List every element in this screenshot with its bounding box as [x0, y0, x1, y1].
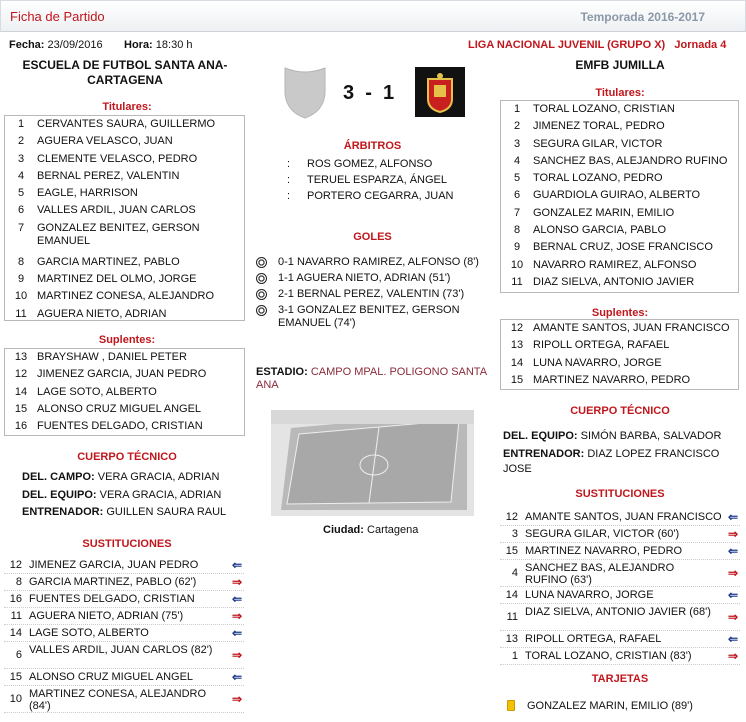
player-row[interactable] — [5, 366, 244, 383]
player-number: 3 — [17, 152, 25, 165]
card-player[interactable]: GONZALEZ MARIN, EMILIO (89') — [527, 700, 693, 712]
home-subs-list — [4, 348, 245, 436]
player-number: 14 — [14, 385, 28, 398]
referee-role: : — [287, 174, 291, 186]
soccer-ball-icon — [256, 257, 267, 268]
substitution-row[interactable] — [4, 686, 244, 713]
goal-scorer[interactable]: GONZALEZ BENITEZ, GERSON EMANUEL (74') — [278, 304, 460, 329]
away-subs-list — [500, 319, 739, 390]
referee-role: : — [287, 158, 291, 170]
match-date: Fecha: 23/09/2016 — [9, 39, 103, 51]
player-number: 6 — [513, 189, 521, 202]
player-row[interactable] — [5, 254, 244, 271]
staff-row — [22, 470, 247, 488]
player-name[interactable]: GUARDIOLA GUIRAO, ALBERTO — [533, 189, 701, 202]
arrow-right-icon: ⇒ — [727, 566, 738, 580]
away-changes-title: SUSTITUCIONES — [575, 488, 665, 500]
player-number: 11 — [511, 275, 523, 288]
sub-name[interactable]: FUENTES DELGADO, CRISTIAN — [29, 593, 195, 605]
referee-row — [287, 158, 477, 174]
player-row[interactable] — [5, 288, 244, 305]
sub-number: 3 — [511, 528, 518, 540]
player-row[interactable] — [5, 306, 244, 323]
away-team-name[interactable]: EMFB JUMILLA — [575, 58, 665, 72]
player-number: 6 — [17, 204, 25, 217]
arrow-left-icon: ⇐ — [727, 510, 738, 524]
player-number: 1 — [17, 118, 25, 130]
player-name[interactable]: TORAL LOZANO, PEDRO — [533, 172, 663, 185]
player-number: 2 — [17, 135, 25, 148]
cards-list — [505, 700, 740, 712]
substitution-row[interactable] — [500, 604, 740, 631]
player-row[interactable] — [5, 401, 244, 418]
player-name[interactable]: JIMENEZ GARCIA, JUAN PEDRO — [37, 368, 207, 381]
staff-row — [503, 447, 733, 477]
home-team-name[interactable]: ESCUELA DE FUTBOL SANTA ANA-CARTAGENA — [22, 58, 228, 87]
player-row[interactable] — [501, 372, 738, 389]
sub-number: 13 — [505, 633, 518, 645]
staff-role: DEL. EQUIPO: — [22, 488, 97, 501]
sub-number: 14 — [9, 627, 22, 639]
goal-row — [256, 272, 486, 288]
arrow-left-icon: ⇐ — [231, 592, 242, 606]
player-number: 4 — [513, 154, 521, 167]
player-number: 14 — [510, 356, 524, 369]
staff-role: ENTRENADOR: — [22, 506, 104, 518]
player-name[interactable]: GONZALEZ BENITEZ, GERSON EMANUEL — [37, 221, 200, 247]
player-name[interactable]: SANCHEZ BAS, ALEJANDRO RUFINO — [533, 154, 728, 167]
staff-row — [22, 505, 247, 523]
season-label: Temporada 2016-2017 — [580, 10, 705, 24]
player-name[interactable]: FUENTES DELGADO, CRISTIAN — [37, 420, 203, 433]
soccer-ball-icon — [256, 305, 267, 316]
referees-list — [287, 158, 477, 206]
goal-score: 3-1 — [278, 304, 297, 316]
away-substitutions — [500, 509, 740, 663]
player-number: 8 — [17, 255, 25, 268]
cards-title: TARJETAS — [591, 673, 649, 685]
stadium: ESTADIO: CAMPO MPAL. POLIGONO SANTA ANA — [256, 366, 487, 391]
substitution-row[interactable] — [500, 631, 740, 648]
arrow-left-icon: ⇐ — [727, 632, 738, 646]
sub-number: 15 — [9, 671, 22, 683]
substitution-row[interactable] — [4, 608, 244, 625]
player-row[interactable] — [501, 153, 738, 170]
arrow-right-icon: ⇒ — [231, 575, 242, 589]
player-number: 12 — [510, 322, 524, 334]
goal-scorer[interactable]: AGUERA NIETO, ADRIAN (51') — [296, 272, 451, 284]
player-number: 7 — [17, 221, 25, 234]
player-name[interactable]: RIPOLL ORTEGA, RAFAEL — [533, 339, 670, 352]
referee-row — [287, 190, 477, 206]
sub-number: 11 — [506, 611, 518, 623]
sub-name[interactable]: MARTINEZ NAVARRO, PEDRO — [525, 545, 683, 557]
substitution-row[interactable] — [500, 543, 740, 560]
player-row[interactable] — [5, 116, 244, 133]
home-substitutions — [4, 557, 244, 712]
away-staff-title: CUERPO TÉCNICO — [570, 405, 670, 417]
home-changes-title: SUSTITUCIONES — [82, 538, 172, 550]
staff-row — [22, 488, 247, 506]
player-name[interactable]: CERVANTES SAURA, GUILLERMO — [37, 118, 216, 130]
player-name[interactable]: CLEMENTE VELASCO, PEDRO — [37, 152, 198, 165]
sub-number: 12 — [9, 559, 22, 571]
referee-name: ROS GOMEZ, ALFONSO — [307, 158, 433, 170]
player-row[interactable] — [501, 187, 738, 204]
arrow-left-icon: ⇐ — [727, 588, 738, 602]
staff-role: DEL. EQUIPO: — [503, 430, 578, 442]
sub-name[interactable]: GARCIA MARTINEZ, PABLO (62') — [29, 576, 197, 588]
player-row[interactable] — [501, 170, 738, 187]
goal-row — [256, 288, 486, 304]
sub-name[interactable]: SEGURA GILAR, VICTOR (60') — [525, 528, 680, 540]
page-title: Ficha de Partido — [10, 9, 105, 24]
player-number: 12 — [14, 368, 28, 381]
player-row[interactable] — [5, 185, 244, 202]
player-name[interactable]: LUNA NAVARRO, JORGE — [533, 356, 662, 369]
sub-name[interactable]: AMANTE SANTOS, JUAN FRANCISCO — [525, 511, 722, 523]
substitution-row[interactable] — [4, 642, 244, 669]
player-row[interactable] — [501, 136, 738, 153]
player-row[interactable] — [501, 222, 738, 239]
player-name[interactable]: GONZALEZ MARIN, EMILIO — [533, 206, 675, 219]
arrow-right-icon: ⇒ — [231, 609, 242, 623]
player-name[interactable]: TORAL LOZANO, CRISTIAN — [533, 103, 675, 115]
home-starters-title: Titulares: — [102, 101, 152, 113]
sub-name[interactable]: AGUERA NIETO, ADRIAN (75') — [29, 610, 184, 622]
substitution-row[interactable] — [500, 509, 740, 526]
player-row[interactable] — [501, 118, 738, 135]
player-row[interactable] — [5, 133, 244, 150]
arrow-left-icon: ⇐ — [231, 558, 242, 572]
sub-number: 6 — [15, 649, 22, 661]
match-time: Hora: 18:30 h — [124, 39, 193, 51]
goal-row — [256, 304, 486, 330]
score: 3 - 1 — [343, 82, 395, 104]
player-number: 16 — [14, 420, 28, 433]
player-row[interactable] — [5, 418, 244, 435]
player-name[interactable]: AGUERA NIETO, ADRIAN — [37, 307, 167, 320]
substitution-row[interactable] — [4, 625, 244, 642]
page-header — [0, 0, 746, 32]
player-name[interactable]: BRAYSHAW , DANIEL PETER — [37, 351, 187, 363]
player-row[interactable] — [501, 257, 738, 274]
home-starters-list — [4, 115, 245, 321]
player-name[interactable]: AMANTE SANTOS, JUAN FRANCISCO — [533, 322, 730, 334]
staff-name: VERA GRACIA, ADRIAN — [94, 471, 220, 483]
referee-row — [287, 174, 477, 190]
league-link[interactable]: LIGA NACIONAL JUVENIL (GRUPO X) Jornada 4 — [468, 39, 727, 51]
goal-score: 1-1 — [278, 272, 297, 284]
player-number: 10 — [14, 290, 28, 303]
player-number: 11 — [15, 307, 27, 320]
player-number: 9 — [513, 241, 521, 254]
staff-role: ENTRENADOR: — [503, 447, 585, 460]
sub-number: 8 — [15, 576, 22, 588]
staff-name: SIMÓN BARBA, SALVADOR — [577, 430, 722, 442]
substitution-row[interactable] — [500, 526, 740, 543]
soccer-ball-icon — [256, 273, 267, 284]
sub-name[interactable]: ALONSO CRUZ MIGUEL ANGEL — [29, 671, 194, 683]
player-number: 15 — [510, 373, 524, 386]
arrow-right-icon: ⇒ — [231, 648, 242, 662]
player-name[interactable]: VALLES ARDIL, JUAN CARLOS — [37, 204, 196, 217]
sub-number: 16 — [9, 593, 22, 605]
goal-row — [256, 256, 486, 272]
substitution-row[interactable] — [500, 648, 740, 665]
referee-name: TERUEL ESPARZA, ÁNGEL — [307, 174, 447, 186]
staff-row — [503, 429, 733, 447]
arrow-left-icon: ⇐ — [231, 626, 242, 640]
away-starters-title: Titulares: — [595, 87, 645, 99]
substitution-row[interactable] — [4, 574, 244, 591]
player-row[interactable] — [501, 205, 738, 222]
player-name[interactable]: DIAZ SIELVA, ANTONIO JAVIER — [533, 275, 695, 288]
card-row — [505, 700, 740, 712]
player-row[interactable] — [501, 239, 738, 256]
player-row[interactable] — [501, 274, 738, 291]
player-number: 4 — [17, 169, 25, 182]
arrow-right-icon: ⇒ — [231, 692, 242, 706]
staff-name: GUILLEN SAURA RAUL — [103, 506, 227, 518]
staff-role: DEL. CAMPO: — [22, 471, 95, 483]
player-row[interactable] — [5, 220, 244, 254]
sub-name[interactable]: LUNA NAVARRO, JORGE — [525, 589, 654, 601]
sub-name[interactable]: TORAL LOZANO, CRISTIAN (83') — [525, 650, 692, 662]
arrow-left-icon: ⇐ — [727, 544, 738, 558]
arrow-left-icon: ⇐ — [231, 670, 242, 684]
stadium-name[interactable]: CAMPO MPAL. POLIGONO SANTA ANA — [256, 366, 487, 391]
sub-number: 11 — [10, 610, 22, 622]
player-row[interactable] — [5, 202, 244, 219]
sub-name[interactable]: VALLES ARDIL, JUAN CARLOS (82') — [29, 644, 213, 656]
player-number: 5 — [17, 187, 25, 200]
player-number: 7 — [513, 206, 521, 219]
goal-scorer[interactable]: NAVARRO RAMIREZ, ALFONSO (8') — [296, 256, 479, 268]
sub-name[interactable]: SANCHEZ BAS, ALEJANDRO RUFINO (63') — [525, 562, 675, 586]
arrow-right-icon: ⇒ — [727, 527, 738, 541]
stadium-photo — [271, 410, 474, 516]
player-number: 9 — [17, 273, 25, 286]
away-staff — [503, 429, 733, 477]
home-subs-title: Suplentes: — [98, 334, 156, 346]
sub-number: 10 — [9, 693, 22, 705]
player-row[interactable] — [501, 101, 738, 118]
substitution-row[interactable] — [500, 560, 740, 587]
arrow-right-icon: ⇒ — [727, 610, 738, 624]
player-name[interactable]: ALONSO CRUZ MIGUEL ANGEL — [37, 402, 202, 415]
home-crest-icon — [281, 64, 329, 120]
goals-list — [256, 256, 486, 330]
sub-number: 15 — [505, 545, 518, 557]
referee-role: : — [287, 190, 291, 202]
player-row[interactable] — [5, 151, 244, 168]
player-number: 13 — [510, 339, 524, 352]
player-number: 1 — [513, 103, 521, 115]
away-subs-title: Suplentes: — [591, 307, 649, 319]
player-name[interactable]: JIMENEZ TORAL, PEDRO — [533, 120, 665, 133]
player-name[interactable]: GARCIA MARTINEZ, PABLO — [37, 255, 180, 268]
player-row[interactable] — [501, 337, 738, 354]
sub-number: 12 — [505, 511, 518, 523]
away-crest-icon — [415, 67, 465, 117]
player-name[interactable]: BERNAL PEREZ, VALENTIN — [37, 169, 180, 182]
player-row[interactable] — [501, 355, 738, 372]
player-name[interactable]: BERNAL CRUZ, JOSE FRANCISCO — [533, 241, 713, 254]
sub-number: 1 — [511, 650, 518, 662]
arrow-right-icon: ⇒ — [727, 649, 738, 663]
player-number: 10 — [510, 258, 524, 271]
staff-name: DIAZ LOPEZ FRANCISCO JOSE — [503, 447, 720, 475]
player-number: 15 — [14, 402, 28, 415]
substitution-row[interactable] — [4, 591, 244, 608]
home-staff — [22, 470, 247, 523]
player-number: 5 — [513, 172, 521, 185]
player-name[interactable]: MARTINEZ NAVARRO, PEDRO — [533, 373, 691, 386]
sub-name[interactable]: LAGE SOTO, ALBERTO — [29, 627, 149, 639]
player-name[interactable]: MARTINEZ CONESA, ALEJANDRO — [37, 290, 215, 303]
goal-score: 0-1 — [278, 256, 297, 268]
player-row[interactable] — [501, 320, 738, 337]
substitution-row[interactable] — [4, 557, 244, 574]
substitution-row[interactable] — [4, 669, 244, 686]
referee-name: PORTERO CEGARRA, JUAN — [307, 190, 454, 202]
goal-score: 2-1 — [278, 288, 297, 300]
player-name[interactable]: AGUERA VELASCO, JUAN — [37, 135, 173, 148]
sub-name[interactable]: MARTINEZ CONESA, ALEJANDRO (84') — [29, 688, 207, 712]
player-name[interactable]: ALONSO GARCIA, PABLO — [533, 224, 667, 237]
home-staff-title: CUERPO TÉCNICO — [77, 451, 177, 463]
goals-title: GOLES — [353, 231, 392, 243]
player-number: 8 — [513, 224, 521, 237]
player-name[interactable]: NAVARRO RAMIREZ, ALFONSO — [533, 258, 697, 271]
soccer-ball-icon — [256, 289, 267, 300]
yellow-card-icon — [507, 700, 515, 711]
sub-number: 4 — [511, 567, 518, 579]
player-name[interactable]: SEGURA GILAR, VICTOR — [533, 137, 663, 150]
staff-name: VERA GRACIA, ADRIAN — [96, 488, 222, 501]
player-row[interactable] — [5, 349, 244, 366]
player-name[interactable]: EAGLE, HARRISON — [37, 187, 138, 200]
player-name[interactable]: MARTINEZ DEL OLMO, JORGE — [37, 273, 197, 286]
player-row[interactable] — [5, 271, 244, 288]
player-name[interactable]: LAGE SOTO, ALBERTO — [37, 385, 157, 398]
sub-name[interactable]: RIPOLL ORTEGA, RAFAEL — [525, 633, 662, 645]
city: Ciudad: Cartagena — [323, 524, 419, 536]
substitution-row[interactable] — [500, 587, 740, 604]
sub-number: 14 — [505, 589, 518, 601]
sub-name[interactable]: JIMENEZ GARCIA, JUAN PEDRO — [29, 559, 199, 571]
away-starters-list — [500, 100, 739, 293]
sub-name[interactable]: DIAZ SIELVA, ANTONIO JAVIER (68') — [525, 606, 711, 618]
goal-scorer[interactable]: BERNAL PEREZ, VALENTIN (73') — [296, 288, 465, 300]
referees-title: ÁRBITROS — [343, 140, 402, 152]
player-number: 3 — [513, 137, 521, 150]
player-row[interactable] — [5, 168, 244, 185]
player-number: 13 — [14, 351, 28, 363]
player-row[interactable] — [5, 384, 244, 401]
player-number: 2 — [513, 120, 521, 133]
